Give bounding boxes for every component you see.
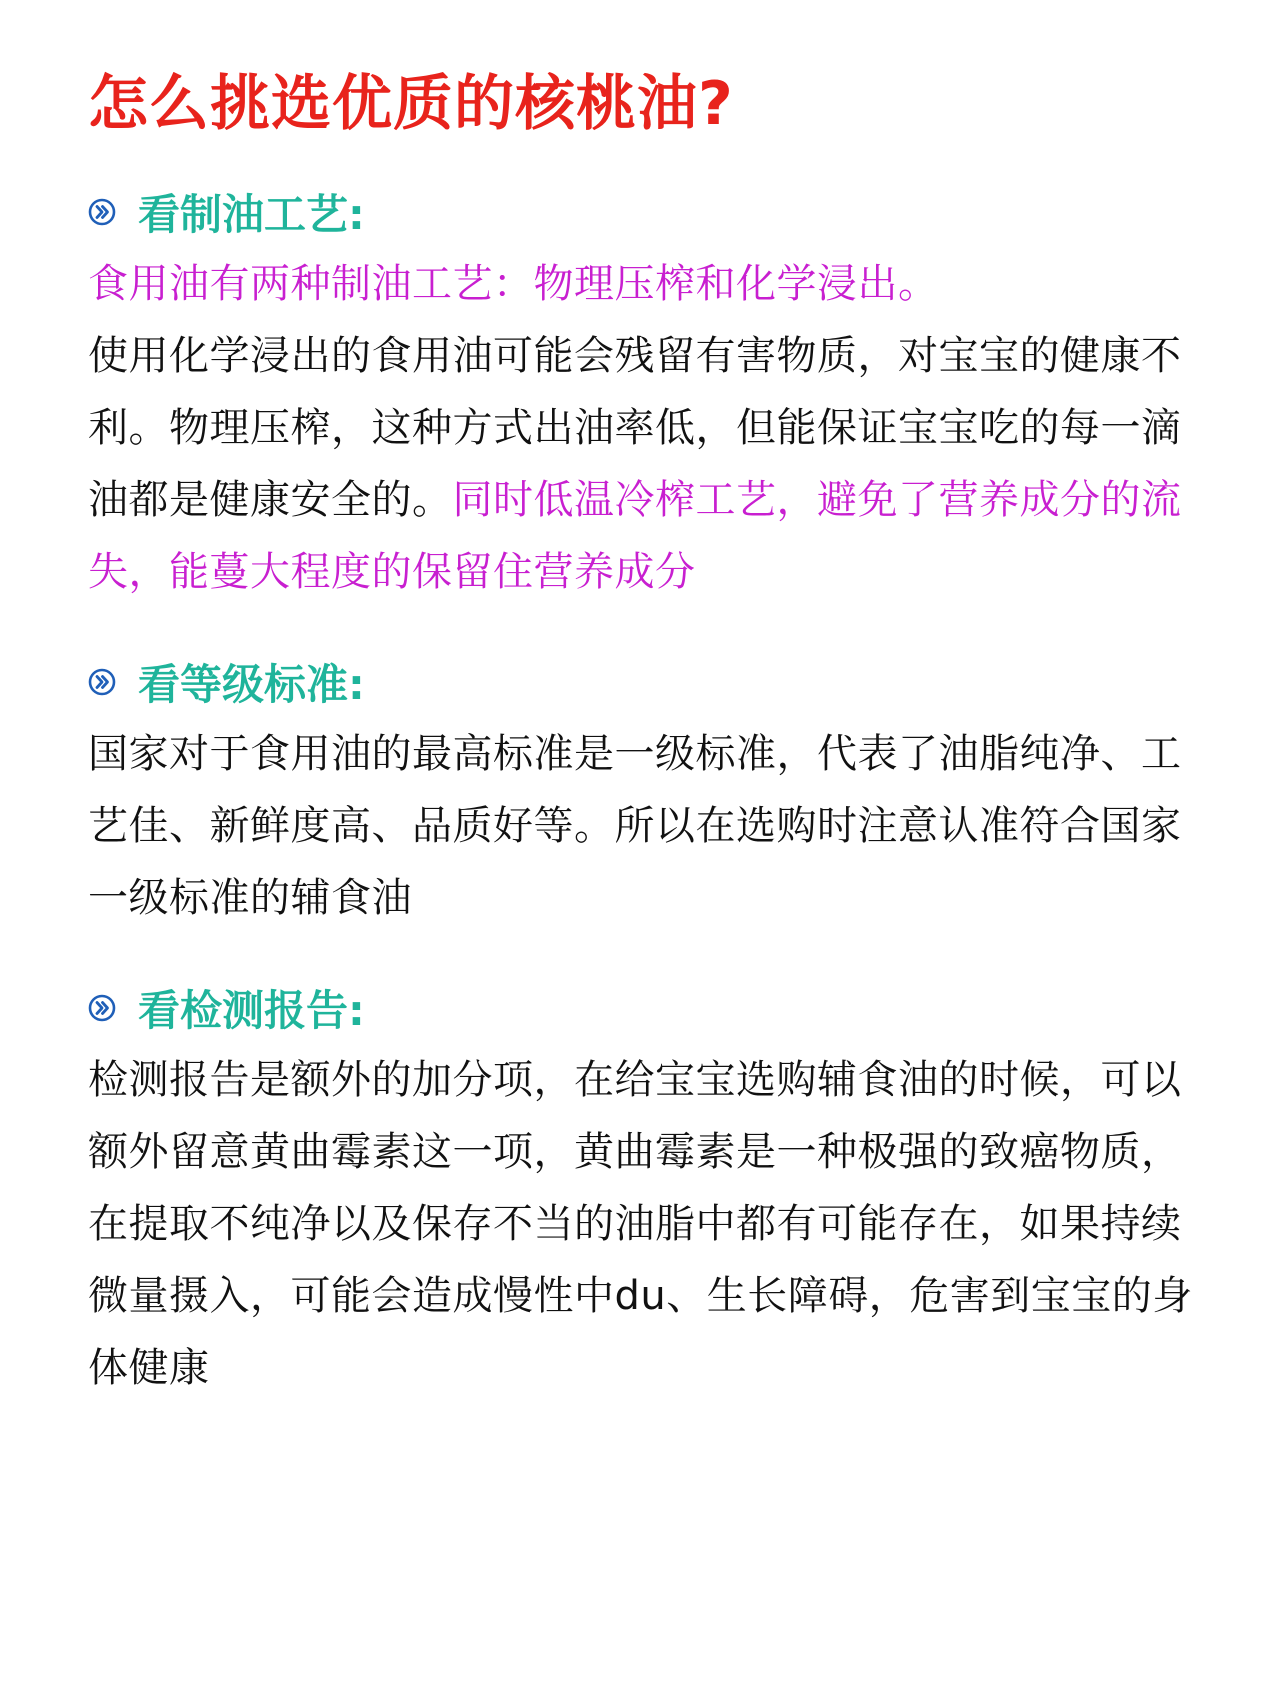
section-heading-label: 看等级标准: (138, 660, 365, 709)
section-report (88, 972, 1220, 1404)
section-heading (88, 646, 1220, 718)
section-process (88, 176, 1220, 608)
section-body-text: 使用化学浸出的食用油可能会残留有害物质，对宝宝的健康不利。物理压榨，这种方式出油率低，但能保证宝宝吃的每一滴油都是健康安全的。 (88, 333, 1182, 523)
section-lead: 食用油有两种制油工艺：物理压榨和化学浸出。 (88, 261, 939, 307)
section-body-highlight: 同时低温冷榨工艺，避免了营养成分的流失，能蔓大程度的保留住营养成分 (88, 477, 1182, 595)
section-heading (88, 972, 1220, 1044)
section-body: 检测报告是额外的加分项，在给宝宝选购辅食油的时候，可以额外留意黄曲霉素这一项，黄曲霉素是一种极强的致癌物质，在提取不纯净以及保存不当的油脂中都有可能存在，如果持续微量摄入，可能会造成慢性中du、生长障碍，危害到宝宝的身体健康 (88, 1057, 1193, 1391)
page-title: 怎么挑选优质的核桃油? (88, 69, 734, 139)
double-chevron-right-icon (88, 198, 116, 226)
section-grade (88, 646, 1220, 934)
double-chevron-right-icon (88, 994, 116, 1022)
section-heading-label: 看检测报告: (138, 986, 365, 1035)
section-heading (88, 176, 1220, 248)
section-body (88, 320, 1220, 608)
double-chevron-right-icon (88, 668, 116, 696)
section-body: 国家对于食用油的最高标准是一级标准，代表了油脂纯净、工艺佳、新鲜度高、品质好等。所以在选购时注意认准符合国家一级标准的辅食油 (88, 731, 1182, 921)
section-heading-label: 看制油工艺: (138, 190, 365, 239)
